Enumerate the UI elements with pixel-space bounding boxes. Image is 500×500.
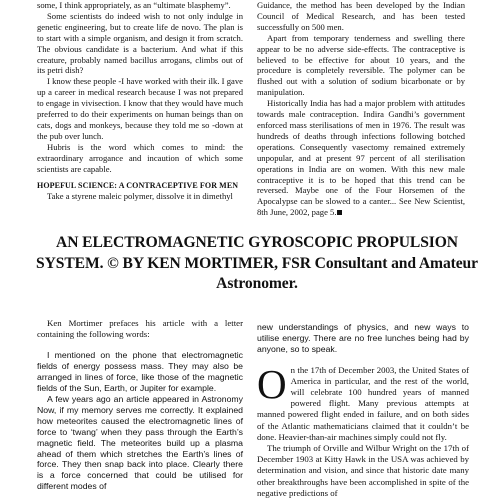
intro-paragraph: Ken Mortimer prefaces his article with a letter containing the following words: — [37, 318, 243, 340]
letter-quote: A few years ago an article appeared in Astronomy Now, if my memory serves me correctly. It explained how meteorites caused the electromagnetic lines of force to ‘twang’ when they pass through the Earth’s magnetic field. The meteorites build up a plasma ahead of them which stretches the Earth’s lines of force. They then snap back into place. Clearly there is a force concerned that could be utilised for different modes of — [37, 394, 243, 492]
paragraph: The triumph of Orville and Wilbur Wright on the 17th of December 1903 at Kitty Hawk in the USA was achieved by determination and vision, and since that historic date many other breakthroughs have been accomplished in spite of the negative predictions of — [257, 443, 469, 498]
paragraph: Guidance, the method has been developed by the Indian Council of Medical Research, and has been tested successfully on 500 men. — [257, 0, 465, 32]
paragraph: I know these people -I have worked with their ilk. I gave up a career in medical research because I was not prepared to engage in vivisection. I know that they would have much preferred to do their experiments on human beings than on cats, dogs and monkeys, because they told me so -down at the pub over lunch. — [37, 76, 243, 141]
paragraph-text: n the 17th of December 2003, the United States of America in particular, and the rest of the world, will celebrate 100 hundred years of manned powered flight. Many previous attempts at manned powered flight ended in failure, and on both sides of the Atlantic mathematicians claimed that it couldn’t be done. Heavier-than-air machines simply could not fly. — [257, 364, 469, 442]
paragraph — [257, 98, 465, 218]
paragraph: some, I think appropriately, as an “ultimate blasphemy”. — [37, 0, 231, 10]
drop-cap: O — [257, 360, 287, 407]
top-right-column — [257, 0, 465, 218]
paragraph-text: Historically India has had a major problem with attitudes towards male contraception. Indira Gandhi’s government enforced mass sterilisations of men in 1976. The result was hundreds of deaths through infections following botched operations. Consequently vasectomy remained extremely unpopular, and at present 97 percent of all sterilisation operations in India are on women. With this new male contraceptive it is to be hoped that this trend can be reversed. Maybe one of the Four Horsemen of the Apocalypse can be slowed to a canter... See New Scientist, 8th June, 2002, page 5. — [257, 98, 465, 218]
paragraph: Some scientists do indeed wish to not only indulge in genetic engineering, but to create life de novo. The plan is to start with a simple organism, and design it from scratch. The obvious candidate is a bacterium. And what if this creature, probably named bacillus arrogans, climbs out of its petri dish? — [37, 10, 243, 76]
letter-quote: I mentioned on the phone that electromagnetic fields of energy possess mass. They may also be arranged in lines of force, like those of the magnetic fields of the Sun, Earth, or Jupiter for example. — [37, 350, 243, 394]
paragraph: Hubris is the word which comes to mind: the extraordinary arrogance and incaution of which some scientists are capable. — [37, 141, 243, 174]
end-of-article-icon — [337, 210, 342, 215]
paragraph — [257, 360, 469, 443]
article-headline: AN ELECTROMAGNETIC GYROSCOPIC PROPULSION SYSTEM. © BY KEN MORTIMER, FSR Consultant and Amateur Astronomer. — [36, 234, 478, 292]
paragraph: new understandings of physics, and new ways to utilise energy. There are no free lunches being had by anyone, so to speak. — [257, 322, 469, 355]
bottom-left-column — [37, 318, 243, 492]
paragraph: Apart from temporary tenderness and swelling there appear to be no adverse side-effects. The contraceptive is believed to be effective for about 10 years, and the procedure is completely reversible. The polymer can be flushed out with a solution of sodium bicarbonate or by manipulation. — [257, 32, 465, 98]
paragraph: Take a styrene maleic polymer, dissolve it in dimethyl — [47, 191, 233, 202]
bottom-right-column — [257, 322, 469, 499]
section-subheading: HOPEFUL SCIENCE: A CONTRACEPTIVE FOR MEN — [37, 180, 239, 190]
top-left-column — [37, 0, 243, 202]
